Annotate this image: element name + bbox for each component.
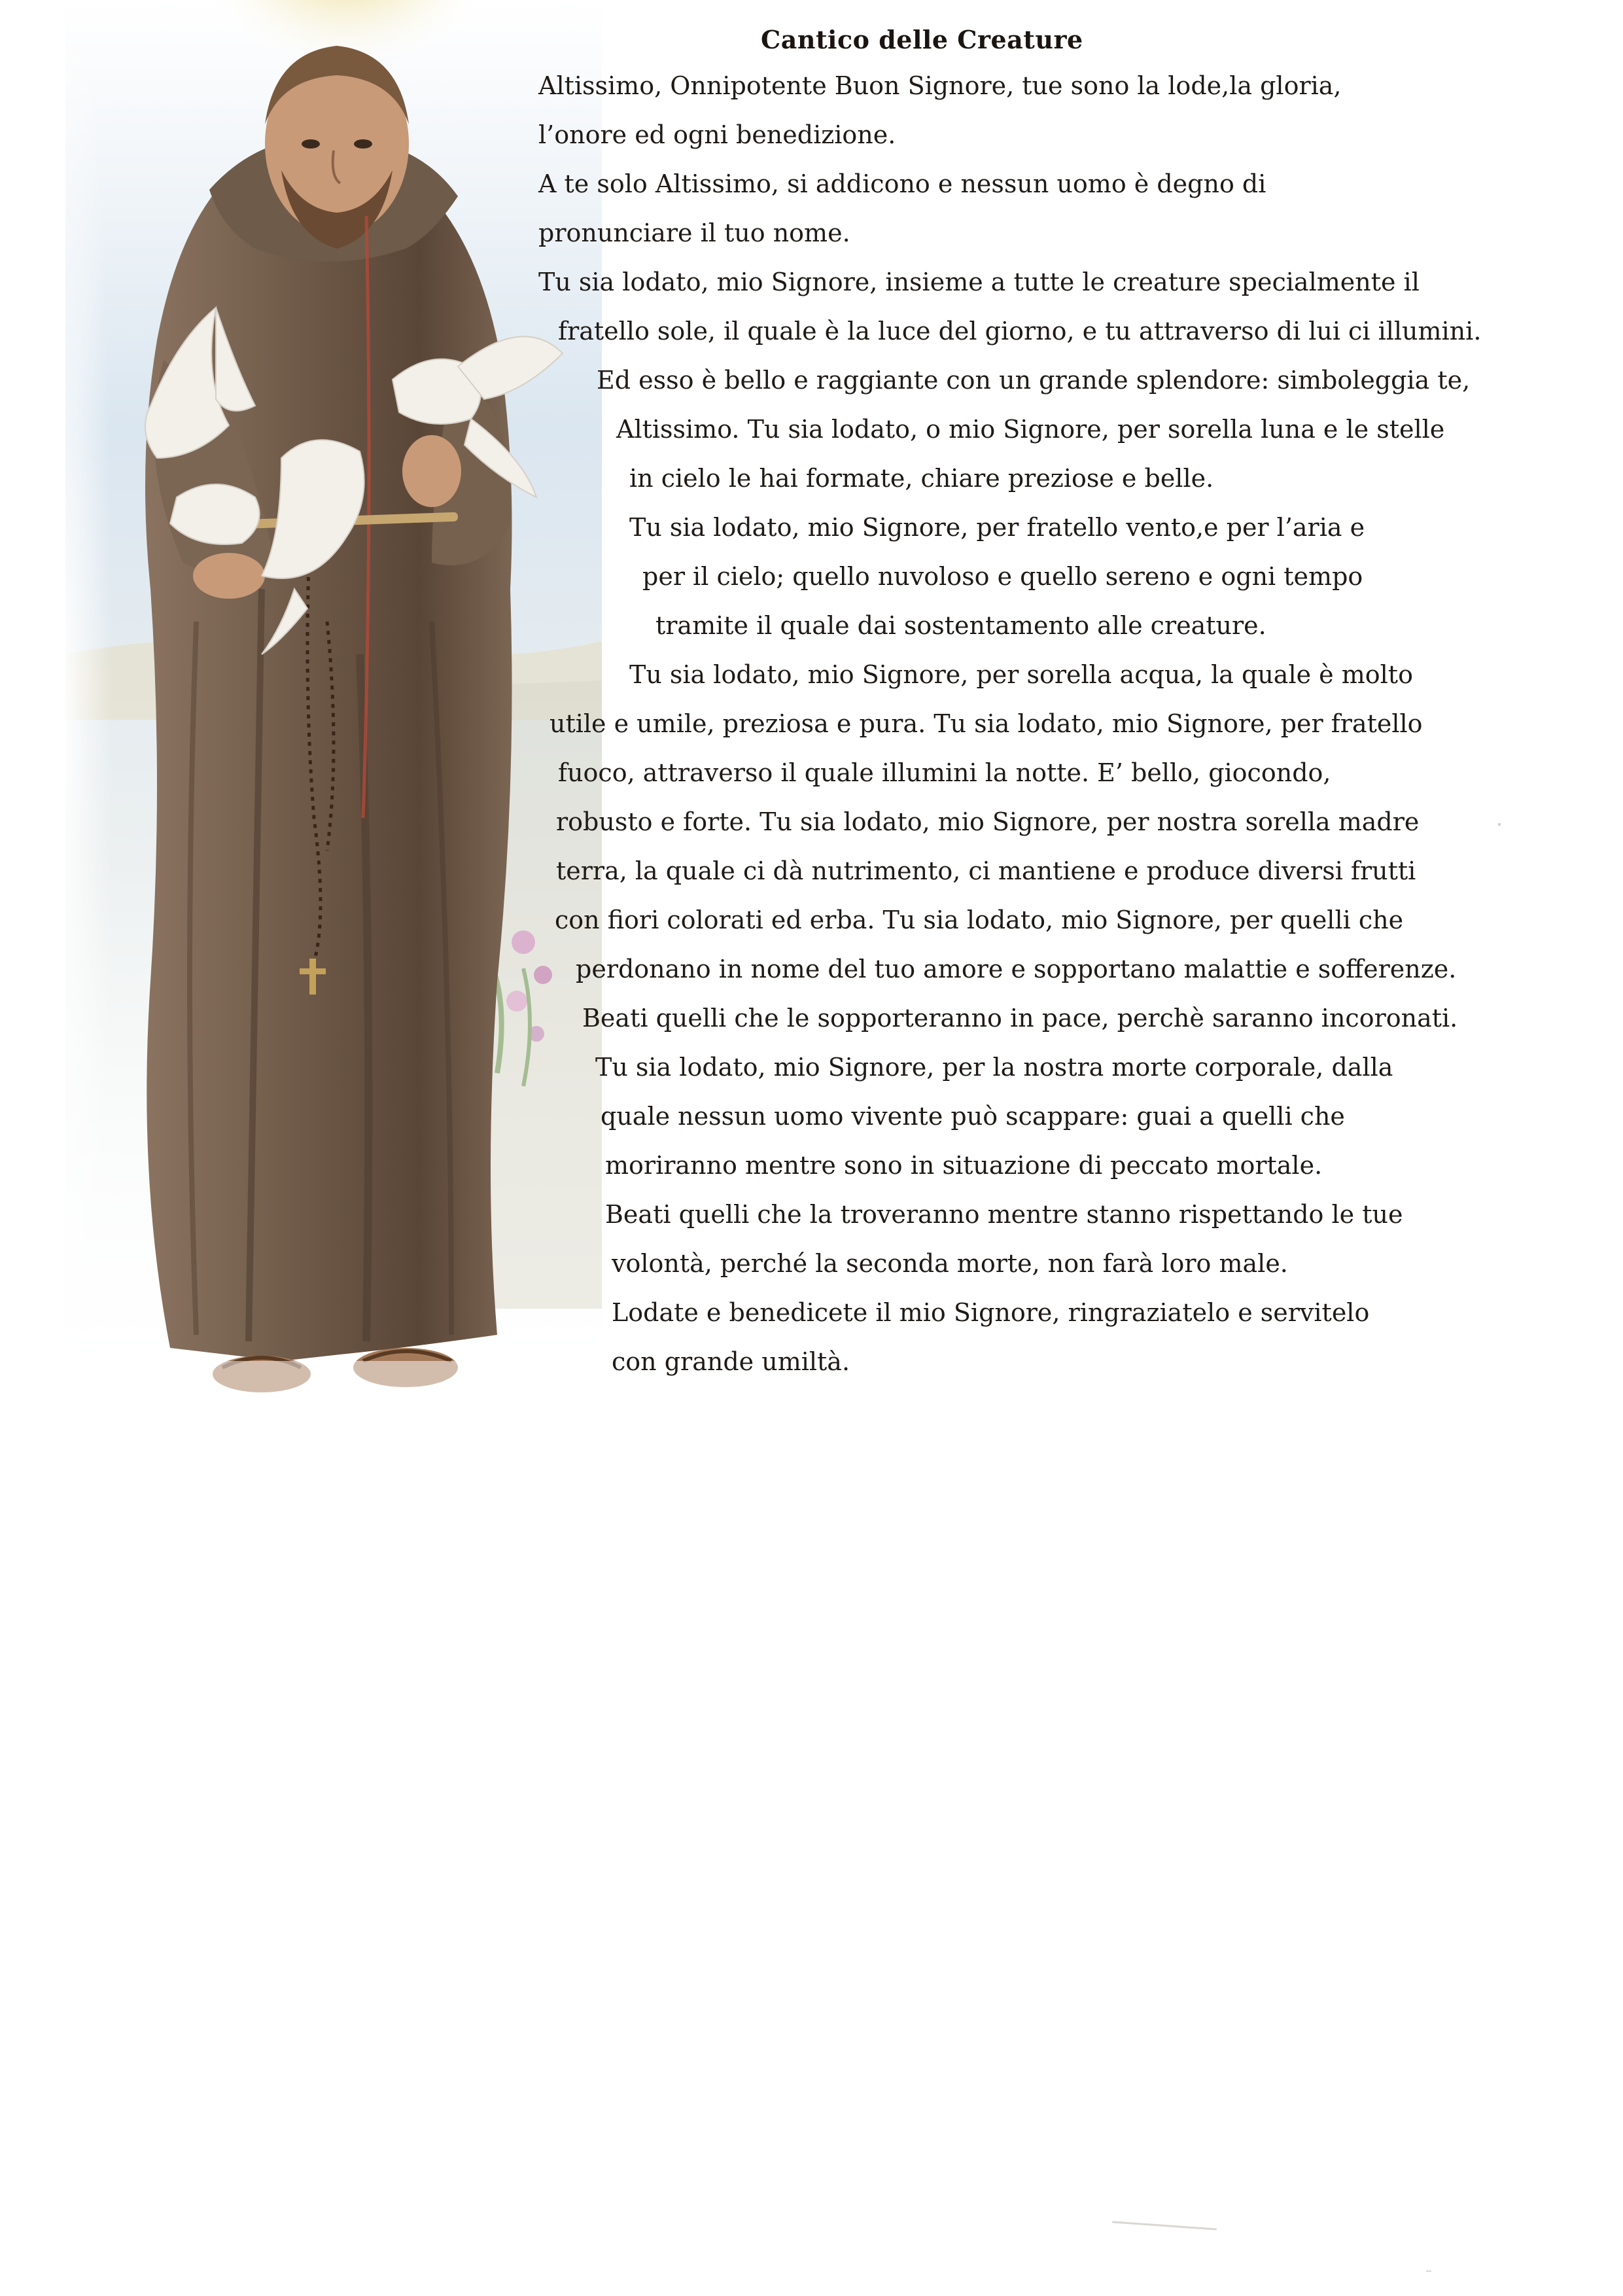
poem-line: l’onore ed ogni benedizione.	[538, 120, 896, 149]
poem-line: utile e umile, preziosa e pura. Tu sia lodato, mio Signore, per fratello	[550, 709, 1423, 738]
poem-line: Altissimo. Tu sia lodato, o mio Signore, per sorella luna e le stelle	[616, 415, 1445, 444]
poem-line: tramite il quale dai sostentamento alle creature.	[655, 611, 1266, 640]
poem-line: quale nessun uomo vivente può scappare: guai a quelli che	[601, 1102, 1345, 1131]
poem-line: terra, la quale ci dà nutrimento, ci mantiene e produce diversi frutti	[556, 857, 1416, 885]
poem-title: Cantico delle Creature	[761, 25, 1083, 54]
poem-line: A te solo Altissimo, si addicono e nessun uomo è degno di	[538, 169, 1266, 198]
poem-line: in cielo le hai formate, chiare preziose e belle.	[629, 464, 1214, 493]
poem-line: Lodate e benedicete il mio Signore, ringraziatelo e servitelo	[612, 1298, 1370, 1327]
poem-line: volontà, perché la seconda morte, non farà loro male.	[612, 1249, 1288, 1278]
scan-speck	[1112, 2221, 1217, 2230]
poem-line: pronunciare il tuo nome.	[538, 219, 850, 247]
poem-line: perdonano in nome del tuo amore e sopportano malattie e sofferenze.	[576, 955, 1457, 983]
poem-line: robusto e forte. Tu sia lodato, mio Signore, per nostra sorella madre	[556, 807, 1420, 836]
poem-line: Beati quelli che le sopporteranno in pace, perchè saranno incoronati.	[582, 1004, 1458, 1033]
poem-line: Tu sia lodato, mio Signore, per fratello vento,e per l’aria e	[629, 513, 1365, 542]
poem-line: con fiori colorati ed erba. Tu sia lodato, mio Signore, per quelli che	[555, 906, 1404, 934]
poem-line: Tu sia lodato, mio Signore, insieme a tutte le creature specialmente il	[538, 268, 1420, 296]
poem-line: Ed esso è bello e raggiante con un grande splendore: simboleggia te,	[597, 366, 1471, 395]
poem-line: Beati quelli che la troveranno mentre stanno rispettando le tue	[605, 1200, 1403, 1229]
poem-line: per il cielo; quello nuvoloso e quello sereno e ogni tempo	[642, 562, 1363, 591]
poem-line: fratello sole, il quale è la luce del giorno, e tu attraverso di lui ci illumini.	[558, 317, 1482, 345]
poem-line: fuoco, attraverso il quale illumini la notte. E’ bello, giocondo,	[558, 758, 1331, 787]
scan-speck	[1426, 2270, 1431, 2272]
poem-line: Tu sia lodato, mio Signore, per sorella acqua, la quale è molto	[629, 660, 1413, 689]
poem-line: moriranno mentre sono in situazione di peccato mortale.	[605, 1151, 1323, 1180]
poem-line: Tu sia lodato, mio Signore, per la nostra morte corporale, dalla	[595, 1053, 1393, 1082]
poem-line: Altissimo, Onnipotente Buon Signore, tue sono la lode,la gloria,	[538, 71, 1342, 100]
scan-speck	[1498, 823, 1501, 826]
poem-line: con grande umiltà.	[612, 1347, 850, 1376]
